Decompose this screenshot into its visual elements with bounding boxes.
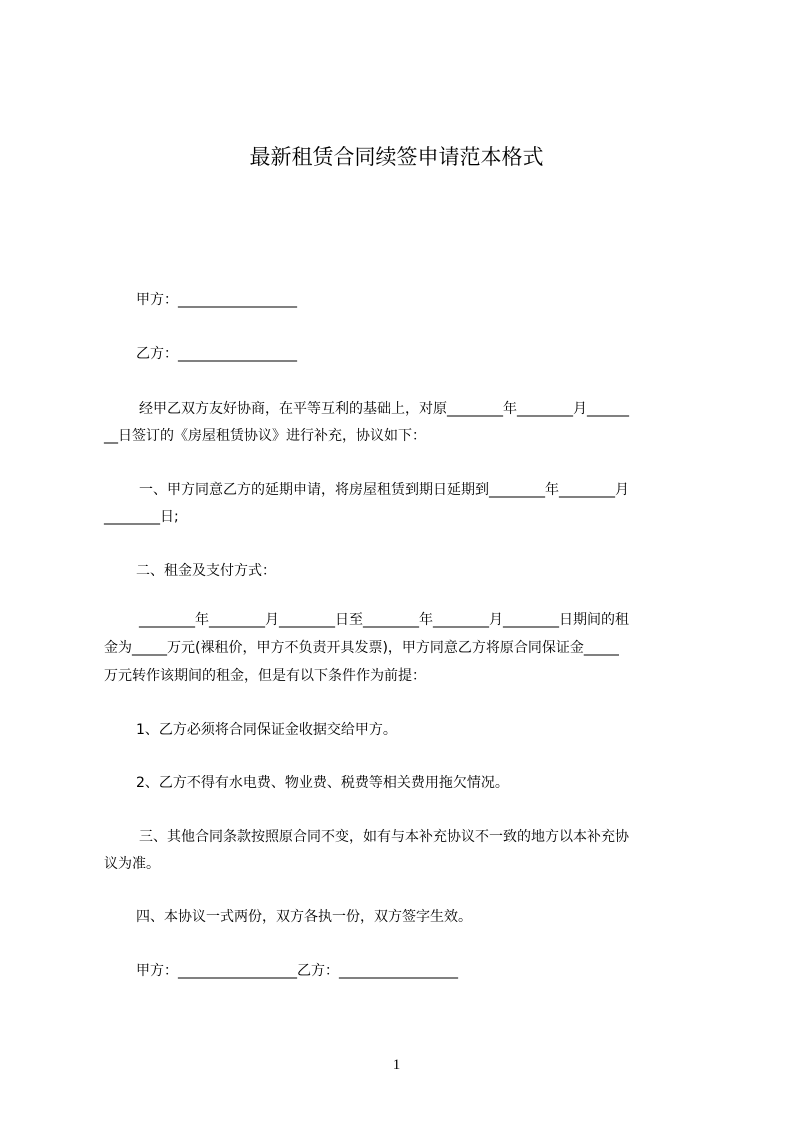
clause-4: 四、本协议一式两份，双方各执一份，双方签字生效。 xyxy=(136,909,472,925)
condition-2: 2、乙方不得有水电费、物业费、税费等相关费用拖欠情况。 xyxy=(136,775,509,791)
signature-line: 甲方：_________________乙方：_________________ xyxy=(136,963,458,979)
clause-1-line-2: ________日; xyxy=(104,509,179,525)
clause-2-line-3: 万元转作该期间的租金，但是有以下条件作为前提： xyxy=(104,668,426,684)
clause-1-line-1: 一、甲方同意乙方的延期申请，将房屋租赁到期日延期到________年________月 xyxy=(139,482,629,498)
condition-1: 1、乙方必须将合同保证金收据交给甲方。 xyxy=(136,722,397,738)
clause-2-line-1: ________年________月________日至________年________月________日期间的租 xyxy=(139,612,629,628)
document-title: 最新租赁合同续签申请范本格式 xyxy=(249,145,544,169)
intro-paragraph-line-1: 经甲乙双方友好协商，在平等互利的基础上，对原________年________月______ xyxy=(139,401,629,417)
clause-2-line-2: 金为_____万元(裸租价，甲方不负责开具发票)，甲方同意乙方将原合同保证金_____ xyxy=(104,640,619,656)
clause-3-line-1: 三、其他合同条款按照原合同不变，如有与本补充协议不一致的地方以本补充协 xyxy=(139,829,629,845)
intro-paragraph-line-2: __日签订的《房屋租赁协议》进行补充，协议如下： xyxy=(104,428,426,444)
party-b-line: 乙方：_________________ xyxy=(136,346,297,362)
clause-3-line-2: 议为准。 xyxy=(104,856,160,872)
page-number: 1 xyxy=(392,1057,401,1073)
party-a-line: 甲方：_________________ xyxy=(136,292,297,308)
clause-2-heading: 二、租金及支付方式： xyxy=(136,563,276,579)
